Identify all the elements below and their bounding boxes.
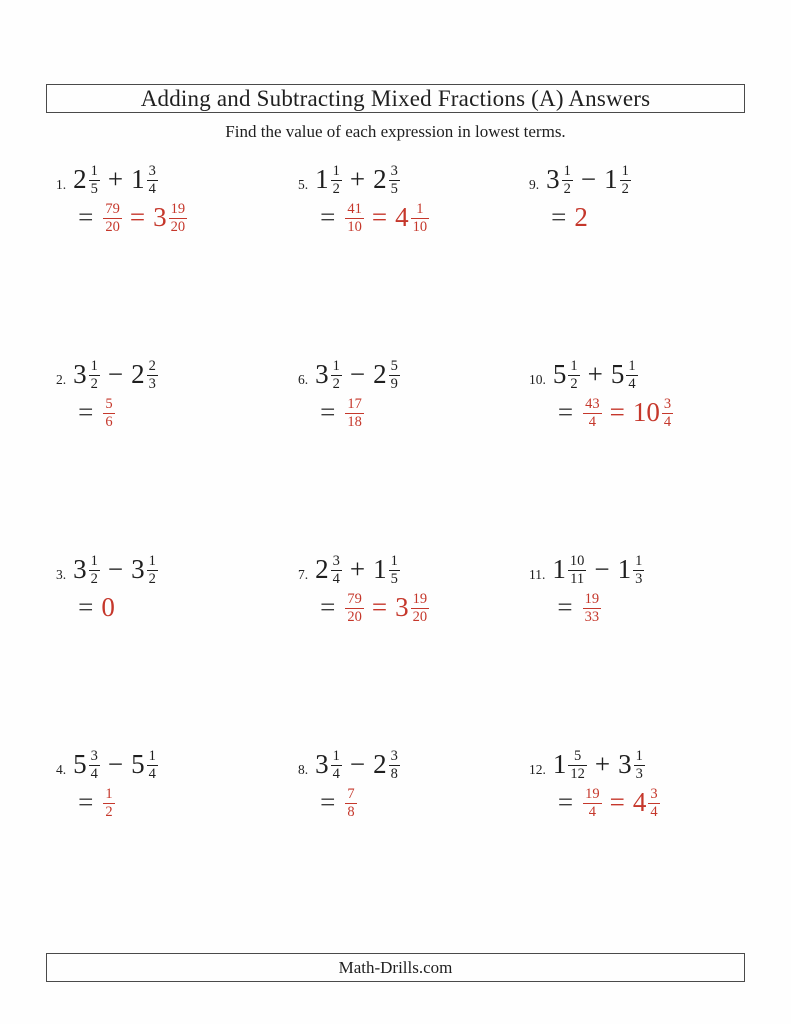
fraction [648,787,659,821]
operator: + [587,359,603,389]
problem [56,540,298,735]
fraction [620,164,631,198]
problem-number: 8. [298,762,309,777]
fraction [103,397,114,431]
operator: + [349,164,366,194]
problem-lines [553,747,660,822]
fraction-denominator: 5 [390,181,398,198]
fraction-denominator: 3 [635,766,643,783]
expression [315,162,429,199]
whole-number: 3 [546,164,560,194]
fraction-numerator: 5 [389,359,400,377]
expression [315,357,400,394]
mixed-number [395,200,429,237]
footer-text: Math-Drills.com [338,957,453,977]
fraction-denominator: 9 [390,376,398,393]
whole-number: 1 [552,554,566,584]
fraction-numerator: 19 [583,592,602,610]
fraction [147,749,158,783]
mixed-number [73,747,100,784]
problem-number: 11. [529,567,546,582]
problem-lines [73,162,187,237]
equals-sign: = [371,591,388,622]
mixed-number [315,162,342,199]
fraction-numerator: 79 [103,202,122,220]
fraction-denominator: 33 [584,609,600,626]
fraction-denominator: 4 [148,181,156,198]
equals-sign: = [557,786,574,817]
problem [56,345,298,540]
fraction [411,202,430,236]
answer [78,590,158,625]
whole-number: 3 [395,591,409,622]
whole-number: 3 [73,554,87,584]
fraction-numerator: 3 [89,749,100,767]
fraction [568,749,587,783]
problem-lines [315,162,429,237]
mixed-number [73,162,100,199]
fraction [345,787,356,821]
answer [320,200,429,237]
problem-number: 2. [56,372,67,387]
fraction-denominator: 2 [90,376,98,393]
fraction-denominator: 18 [347,414,362,431]
fraction-numerator: 1 [147,749,158,767]
fraction [103,202,122,236]
fraction-denominator: 11 [570,571,585,588]
fraction [583,397,602,431]
answer-whole-number: 0 [101,591,115,622]
fraction [331,164,342,198]
problem-lines [73,357,158,432]
fraction-numerator: 3 [389,749,400,767]
fraction-numerator: 1 [633,554,644,572]
expression [73,747,158,784]
equals-sign: = [78,786,94,817]
mixed-number [315,552,342,589]
fraction-numerator: 2 [147,359,158,377]
problem [529,735,763,930]
fraction-denominator: 20 [347,609,362,626]
whole-number: 5 [610,359,625,389]
fraction-numerator: 1 [389,554,400,572]
equals-sign: = [320,786,336,817]
mixed-number [373,357,400,394]
mixed-number [618,552,645,589]
expression [315,747,400,784]
fraction-numerator: 1 [331,359,342,377]
problem [298,540,529,735]
whole-number: 2 [373,359,387,389]
fraction-numerator: 41 [345,202,364,220]
equals-sign: = [557,396,574,427]
problem-number: 1. [56,177,67,192]
problem-number: 4. [56,762,67,777]
footer-box [46,953,745,982]
problem [298,150,529,345]
problem-lines [73,552,158,625]
mixed-number [604,162,631,199]
answer [558,395,673,432]
problem-lines [553,357,673,432]
whole-number: 3 [315,749,329,779]
equals-sign: = [320,201,336,232]
whole-number: 2 [131,359,145,389]
equals-sign: = [609,786,625,817]
whole-number: 3 [73,359,87,389]
problem-lines [552,552,644,627]
whole-number: 2 [373,749,387,779]
whole-number: 4 [395,201,409,232]
whole-number: 1 [617,554,632,584]
fraction [103,787,114,821]
problem-lines [315,747,400,822]
problem [56,735,298,930]
fraction [147,359,158,393]
fraction-numerator: 5 [568,749,587,767]
expression [553,357,673,394]
operator: − [349,359,366,389]
whole-number: 3 [618,749,632,779]
fraction [345,592,364,626]
fraction-numerator: 1 [89,359,100,377]
problem [298,735,529,930]
fraction-denominator: 20 [170,219,186,236]
mixed-number [373,552,400,589]
fraction-denominator: 4 [588,414,596,431]
problem-lines [73,747,158,822]
fraction-denominator: 6 [105,414,113,431]
fraction [389,554,400,588]
fraction-numerator: 19 [411,592,430,610]
fraction-numerator: 19 [583,787,602,805]
mixed-number [546,162,573,199]
expression [546,162,631,199]
fraction-denominator: 4 [588,804,596,821]
fraction [568,359,579,393]
fraction [389,164,400,198]
fraction [89,749,100,783]
problem-lines [315,357,400,432]
fraction-denominator: 2 [621,181,629,198]
problem-number: 6. [298,372,309,387]
fraction-numerator: 1 [331,164,342,182]
fraction-numerator: 3 [648,787,659,805]
fraction-numerator: 10 [568,554,587,572]
fraction-denominator: 12 [570,766,585,783]
fraction-denominator: 20 [412,609,428,626]
fraction-numerator: 1 [411,202,430,220]
operator: + [107,164,124,194]
whole-number: 5 [73,749,87,779]
equals-sign: = [371,201,388,232]
fraction-denominator: 10 [412,219,428,236]
fraction-denominator: 2 [563,181,571,198]
answer [78,395,158,432]
answer [320,590,429,627]
problem-number: 10. [529,372,546,387]
answer-whole-number: 2 [574,201,588,232]
expression [553,747,660,784]
fraction-numerator: 1 [620,164,631,182]
problem [529,540,763,735]
whole-number: 3 [131,554,145,584]
fraction-denominator: 10 [347,219,362,236]
whole-number: 1 [315,164,329,194]
mixed-number [131,357,158,394]
fraction-denominator: 2 [148,571,156,588]
whole-number: 10 [632,396,660,427]
equals-sign: = [551,201,567,232]
fraction-numerator: 5 [103,397,114,415]
operator: − [107,554,124,584]
whole-number: 1 [552,749,567,779]
mixed-number [131,552,158,589]
equals-sign: = [129,201,146,232]
fraction [331,359,342,393]
expression [315,552,429,589]
mixed-number [373,747,400,784]
fraction-numerator: 17 [345,397,364,415]
operator: − [594,554,610,584]
fraction [568,554,587,588]
fraction-denominator: 4 [332,571,340,588]
fraction [626,359,637,393]
fraction-denominator: 5 [90,181,98,198]
whole-number: 1 [373,554,387,584]
expression [552,552,644,589]
operator: − [349,749,366,779]
answer [320,785,400,822]
fraction [389,359,400,393]
problem [529,150,763,345]
whole-number: 3 [315,359,329,389]
equals-sign: = [320,396,336,427]
fraction [562,164,573,198]
fraction [634,749,645,783]
problem-number: 7. [298,567,309,582]
mixed-number [73,357,100,394]
fraction-numerator: 7 [345,787,356,805]
fraction-numerator: 43 [583,397,602,415]
operator: − [107,749,124,779]
mixed-number [611,357,638,394]
fraction-denominator: 20 [105,219,120,236]
mixed-number [131,747,158,784]
problems-grid [56,150,763,930]
fraction-numerator: 79 [345,592,364,610]
fraction-denominator: 4 [628,376,636,393]
whole-number: 1 [604,164,618,194]
fraction [345,397,364,431]
fraction [345,202,364,236]
fraction [89,164,100,198]
fraction-numerator: 3 [147,164,158,182]
whole-number: 5 [552,359,567,389]
fraction-denominator: 5 [390,571,398,588]
fraction-denominator: 8 [390,766,398,783]
operator: + [349,554,366,584]
instructions-text: Find the value of each expression in lowest terms. [225,122,566,141]
answer [78,785,158,822]
equals-sign: = [609,396,625,427]
fraction-denominator: 2 [570,376,578,393]
mixed-number [73,552,100,589]
fraction [147,164,158,198]
problem [56,150,298,345]
operator: − [580,164,597,194]
answer [558,785,660,822]
equals-sign: = [557,591,573,622]
expression [73,552,158,589]
mixed-number [315,747,342,784]
fraction-denominator: 4 [90,766,98,783]
equals-sign: = [320,591,336,622]
fraction-denominator: 4 [332,766,340,783]
expression [73,357,158,394]
fraction [389,749,400,783]
fraction-numerator: 1 [89,554,100,572]
fraction-denominator: 4 [650,804,658,821]
problem [298,345,529,540]
mixed-number [131,162,158,199]
fraction-numerator: 19 [169,202,188,220]
whole-number: 5 [131,749,145,779]
fraction [411,592,430,626]
whole-number: 4 [632,786,647,817]
fraction-numerator: 3 [662,397,673,415]
problem-lines [315,552,429,627]
mixed-number [633,395,673,432]
expression [73,162,187,199]
fraction-numerator: 1 [147,554,158,572]
whole-number: 2 [73,164,87,194]
operator: − [107,359,124,389]
fraction-numerator: 3 [389,164,400,182]
fraction-denominator: 2 [332,181,340,198]
fraction [583,592,602,626]
equals-sign: = [78,591,94,622]
mixed-number [315,357,342,394]
fraction-denominator: 3 [635,571,643,588]
fraction [331,749,342,783]
problem-number: 5. [298,177,309,192]
fraction [89,359,100,393]
whole-number: 1 [131,164,145,194]
whole-number: 2 [373,164,387,194]
mixed-number [373,162,400,199]
fraction-numerator: 1 [331,749,342,767]
title-box [46,84,745,113]
fraction-denominator: 2 [332,376,340,393]
equals-sign: = [78,201,94,232]
fraction-numerator: 1 [103,787,114,805]
mixed-number [553,357,580,394]
fraction-denominator: 4 [663,414,672,431]
equals-sign: = [78,396,94,427]
whole-number: 2 [315,554,329,584]
fraction-numerator: 3 [331,554,342,572]
page-title: Adding and Subtracting Mixed Fractions (A) Answers [140,85,651,111]
fraction-numerator: 1 [89,164,100,182]
fraction-denominator: 4 [148,766,156,783]
mixed-number [618,747,645,784]
problem-number: 9. [529,177,540,192]
answer [78,200,187,237]
fraction-numerator: 1 [562,164,573,182]
problem [529,345,763,540]
fraction [89,554,100,588]
fraction [169,202,188,236]
problem-lines [546,162,631,235]
problem-number: 3. [56,567,67,582]
fraction-denominator: 2 [105,804,113,821]
fraction-numerator: 1 [626,359,637,377]
fraction-numerator: 1 [568,359,579,377]
mixed-number [153,200,187,237]
fraction-denominator: 2 [90,571,98,588]
mixed-number [553,747,587,784]
problem-number: 12. [529,762,546,777]
answer [557,590,644,627]
fraction-denominator: 3 [148,376,156,393]
fraction [583,787,602,821]
answer [551,200,631,235]
fraction-numerator: 1 [634,749,645,767]
fraction [147,554,158,588]
operator: + [594,749,611,779]
mixed-number [552,552,586,589]
fraction-denominator: 8 [347,804,355,821]
whole-number: 3 [153,201,167,232]
mixed-number [395,590,429,627]
mixed-number [633,785,660,822]
fraction [331,554,342,588]
fraction [662,397,673,431]
fraction [633,554,644,588]
answer [320,395,400,432]
